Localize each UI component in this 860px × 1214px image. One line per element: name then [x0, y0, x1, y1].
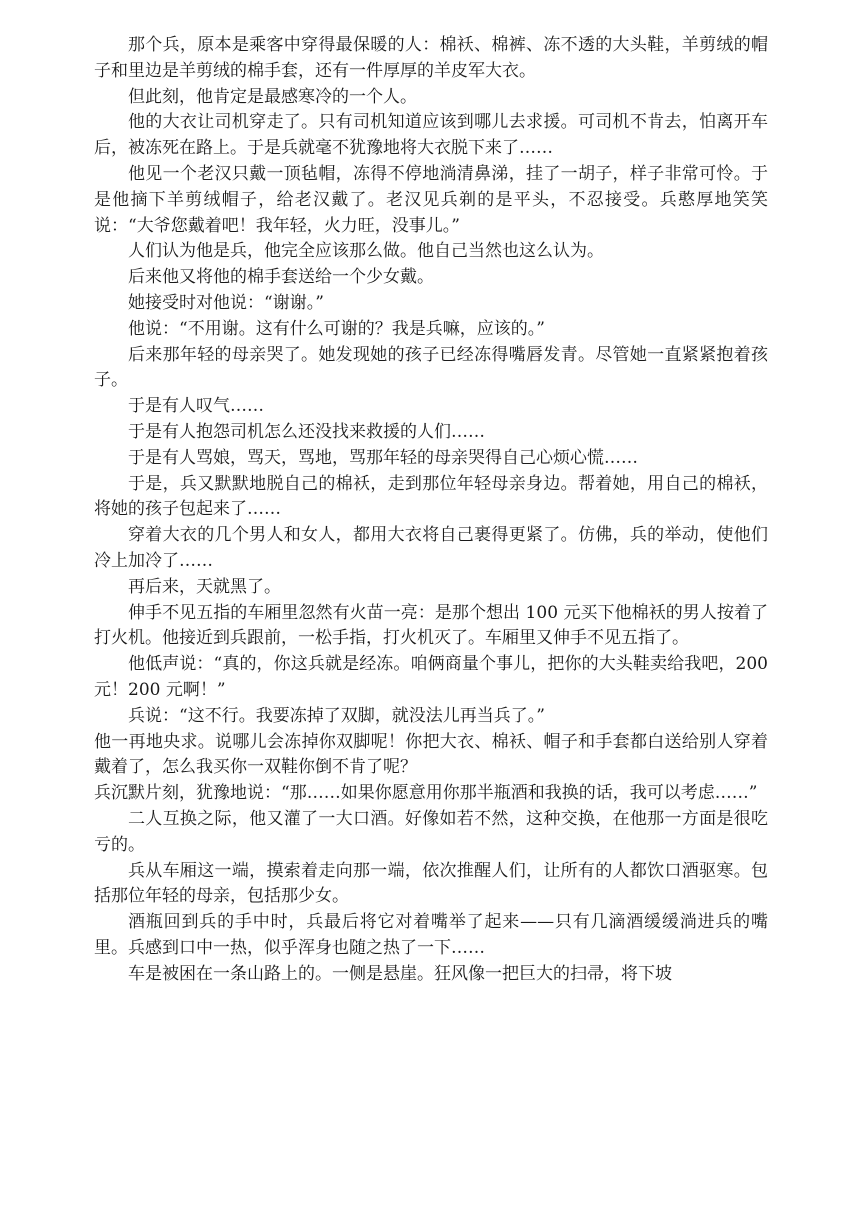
paragraph-13: 于是，兵又默默地脱自己的棉袄，走到那位年轻母亲身边。帮着她，用自己的棉袄，将她的孩子包起来了……	[94, 473, 768, 520]
paragraph-18: 兵说：“这不行。我要冻掉了双脚，就没法儿再当兵了。”	[128, 705, 545, 726]
paragraph-7: 她接受时对他说：“谢谢。”	[128, 292, 324, 313]
paragraph-8: 他说：“不用谢。这有什么可谢的？我是兵嘛，应该的。”	[128, 318, 545, 339]
paragraph-1: 那个兵，原本是乘客中穿得最保暖的人：棉袄、棉裤、冻不透的大头鞋，羊剪绒的帽子和里边是羊剪绒的棉手套，还有一件厚厚的羊皮军大衣。	[94, 35, 768, 81]
paragraph-19: 他一再地央求。说哪儿会冻掉你双脚呢！你把大衣、棉袄、帽子和手套都白送给别人穿着戴着了，怎么我买你一双鞋你倒不肯了呢？	[94, 731, 768, 778]
paragraph-9: 后来那年轻的母亲哭了。她发现她的孩子已经冻得嘴唇发青。尽管她一直紧紧抱着孩子。	[94, 344, 768, 391]
paragraph-5: 人们认为他是兵，他完全应该那么做。他自己当然也这么认为。	[128, 241, 604, 262]
paragraph-24: 车是被困在一条山路上的。一侧是悬崖。狂风像一把巨大的扫帚，将下坡	[128, 963, 672, 984]
paragraph-23: 酒瓶回到兵的手中时，兵最后将它对着嘴举了起来——只有几滴酒缓缓淌进兵的嘴里。兵感到口中一热，似乎浑身也随之热了一下……	[94, 912, 768, 958]
paragraph-21: 二人互换之际，他又灌了一大口酒。好像如若不然，这种交换，在他那一方面是很吃亏的。	[94, 808, 768, 855]
document-page	[94, 33, 768, 987]
paragraph-10: 于是有人叹气……	[128, 396, 264, 417]
paragraph-11: 于是有人抱怨司机怎么还没找来救援的人们……	[128, 421, 485, 442]
paragraph-15: 再后来，天就黑了。	[128, 576, 281, 597]
paragraph-16: 伸手不见五指的车厢里忽然有火苗一亮：是那个想出 100 元买下他棉袄的男人按着了打火机。他接近到兵跟前，一松手指，打火机灭了。车厢里又伸手不见五指了。	[94, 602, 768, 649]
paragraph-3: 他的大衣让司机穿走了。只有司机知道应该到哪儿去求援。可司机不肯去，怕离开车后，被冻死在路上。于是兵就毫不犹豫地将大衣脱下来了……	[94, 112, 768, 159]
paragraph-22: 兵从车厢这一端，摸索着走向那一端，依次推醒人们，让所有的人都饮口酒驱寒。包括那位年轻的母亲，包括那少女。	[94, 860, 768, 907]
paragraph-6: 后来他又将他的棉手套送给一个少女戴。	[128, 267, 434, 288]
paragraph-14: 穿着大衣的几个男人和女人，都用大衣将自己裹得更紧了。仿佛，兵的举动，使他们冷上加冷了……	[94, 525, 768, 571]
paragraph-12: 于是有人骂娘，骂天，骂地，骂那年轻的母亲哭得自己心烦心慌……	[128, 447, 638, 468]
paragraph-20: 兵沉默片刻，犹豫地说：“那……如果你愿意用你那半瓶酒和我换的话，我可以考虑……”	[94, 783, 758, 804]
paragraph-4: 他见一个老汉只戴一顶毡帽，冻得不停地淌清鼻涕，挂了一胡子，样子非常可怜。于是他摘下羊剪绒帽子，给老汉戴了。老汉见兵剃的是平头，不忍接受。兵憨厚地笑笑说：“大爷您戴着吧！我年轻，火力旺，没事儿。”	[94, 163, 768, 236]
paragraph-2: 但此刻，他肯定是最感寒冷的一个人。	[128, 86, 417, 107]
paragraph-17: 他低声说：“真的，你这兵就是经冻。咱俩商量个事儿，把你的大头鞋卖给我吧，200 元！200 元啊！”	[94, 654, 768, 700]
